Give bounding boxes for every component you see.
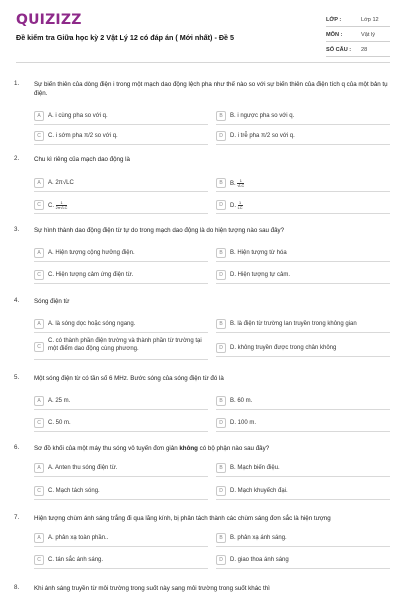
question-text-emphasis: không bbox=[179, 445, 198, 452]
option-c[interactable] bbox=[34, 268, 208, 283]
question-number: 6. bbox=[14, 444, 20, 451]
quizizz-logo[interactable]: QUIZIZZ bbox=[16, 12, 82, 28]
option-b[interactable] bbox=[216, 109, 390, 124]
option-underline bbox=[216, 431, 390, 432]
option-underline bbox=[216, 191, 390, 192]
option-text: C. i sớm pha π/2 so với q. bbox=[48, 133, 118, 139]
question-text bbox=[34, 444, 390, 453]
option-d[interactable] bbox=[216, 341, 390, 356]
meta-subject-key: MÔN : bbox=[326, 32, 343, 38]
meta-class-value: Lớp 12 bbox=[361, 17, 379, 23]
meta-class bbox=[326, 14, 390, 27]
option-text: B. là điện từ trường lan truyền trong không gian bbox=[230, 321, 357, 327]
option-letter-box: D bbox=[216, 131, 226, 141]
question-number: 2. bbox=[14, 155, 20, 162]
option-underline bbox=[34, 359, 208, 360]
option-text: D. không truyền được trong chân không bbox=[230, 345, 337, 351]
option-b[interactable] bbox=[216, 461, 390, 476]
option-underline bbox=[216, 144, 390, 145]
option-text: D. giao thoa ánh sáng bbox=[230, 557, 289, 563]
option-letter-box: C bbox=[34, 200, 44, 210]
option-letter-box: A bbox=[34, 533, 44, 543]
option-underline bbox=[34, 191, 208, 192]
option-text: D. 100 m. bbox=[230, 420, 257, 426]
fraction-numerator: 1 bbox=[56, 201, 68, 206]
page-header bbox=[0, 0, 400, 62]
question-text: Sóng điện từ bbox=[34, 298, 70, 305]
option-underline bbox=[34, 332, 208, 333]
option-underline bbox=[216, 409, 390, 410]
option-c[interactable] bbox=[34, 198, 208, 213]
meta-class-key: LỚP : bbox=[326, 17, 342, 23]
option-prefix: C. bbox=[48, 203, 54, 210]
question-number: 5. bbox=[14, 374, 20, 381]
option-text: A. là sóng dọc hoặc sóng ngang. bbox=[48, 321, 136, 327]
option-underline bbox=[34, 431, 208, 432]
option-letter-box: A bbox=[34, 463, 44, 473]
option-text: B. phản xạ ánh sáng. bbox=[230, 535, 287, 541]
option-prefix: B. bbox=[230, 181, 236, 188]
option-text: B. Hiện tượng từ hóa bbox=[230, 250, 287, 256]
option-text: B. i ngược pha so với q. bbox=[230, 113, 295, 119]
question-text: Hiện tượng chùm ánh sáng trắng đi qua lăng kính, bị phân tách thành các chùm sáng đơn sắc là hiện tượng bbox=[34, 515, 331, 522]
option-text: D. i trễ pha π/2 so với q. bbox=[230, 133, 295, 139]
option-text bbox=[230, 201, 388, 210]
fraction bbox=[238, 201, 243, 210]
fraction-numerator: 1 bbox=[239, 201, 242, 205]
question-text: Một sóng điện từ có tần số 6 MHz. Bước sóng của sóng điện từ đó là bbox=[34, 375, 224, 382]
option-underline bbox=[216, 283, 390, 284]
option-letter-box: B bbox=[216, 396, 226, 406]
option-letter-box: D bbox=[216, 555, 226, 565]
option-c[interactable] bbox=[34, 129, 208, 144]
meta-count-value: 28 bbox=[361, 47, 368, 53]
option-c[interactable] bbox=[34, 553, 208, 568]
option-underline bbox=[34, 283, 208, 284]
option-underline bbox=[34, 144, 208, 145]
meta-count-key: SỐ CÂU : bbox=[326, 47, 352, 53]
fraction bbox=[237, 179, 244, 188]
option-underline bbox=[216, 499, 390, 500]
header-divider bbox=[16, 62, 390, 63]
option-letter-box: B bbox=[216, 248, 226, 258]
option-letter-box: A bbox=[34, 178, 44, 188]
option-d[interactable] bbox=[216, 129, 390, 144]
fraction bbox=[56, 201, 68, 210]
option-text: D. Mạch khuyếch đại. bbox=[230, 488, 288, 494]
option-b[interactable] bbox=[216, 317, 390, 332]
fraction-denominator: 2π√LC bbox=[55, 206, 68, 210]
option-a[interactable] bbox=[34, 176, 208, 191]
option-a[interactable] bbox=[34, 461, 208, 476]
option-c[interactable] bbox=[34, 484, 208, 499]
divider bbox=[326, 41, 390, 42]
option-text: A. 2π√LC bbox=[48, 180, 74, 186]
option-underline bbox=[216, 124, 390, 125]
option-letter-box: B bbox=[216, 463, 226, 473]
option-underline bbox=[216, 332, 390, 333]
option-b[interactable] bbox=[216, 176, 390, 191]
option-underline bbox=[216, 476, 390, 477]
option-underline bbox=[34, 124, 208, 125]
option-b[interactable] bbox=[216, 246, 390, 261]
option-letter-box: D bbox=[216, 200, 226, 210]
option-d[interactable] bbox=[216, 553, 390, 568]
question-number: 3. bbox=[14, 226, 20, 233]
option-text: B. Mạch biến điệu. bbox=[230, 465, 280, 471]
question-text-part: có bộ phận nào sau đây? bbox=[197, 445, 270, 452]
option-c[interactable] bbox=[34, 337, 208, 359]
option-underline bbox=[216, 261, 390, 262]
option-c[interactable] bbox=[34, 416, 208, 431]
option-letter-box: A bbox=[34, 396, 44, 406]
option-text: A. Hiện tượng cộng hưởng điện. bbox=[48, 250, 135, 256]
option-letter-box: D bbox=[216, 270, 226, 280]
option-underline bbox=[34, 499, 208, 500]
question-text: Khi ánh sáng truyền từ môi trường trong suốt này sang môi trường trong suốt khác thì bbox=[34, 585, 270, 592]
option-b[interactable] bbox=[216, 394, 390, 409]
option-letter-box: B bbox=[216, 533, 226, 543]
option-a[interactable] bbox=[34, 394, 208, 409]
option-d[interactable] bbox=[216, 198, 390, 213]
option-text: C. tán sắc ánh sáng. bbox=[48, 557, 104, 563]
option-underline bbox=[34, 213, 208, 214]
option-letter-box: D bbox=[216, 418, 226, 428]
option-letter-box: C bbox=[34, 131, 44, 141]
fraction-denominator: √LC bbox=[237, 184, 245, 188]
question-number: 4. bbox=[14, 297, 20, 304]
option-a[interactable] bbox=[34, 531, 208, 546]
option-d[interactable] bbox=[216, 268, 390, 283]
option-text: B. 60 m. bbox=[230, 398, 253, 404]
fraction-numerator: 1 bbox=[237, 179, 244, 184]
question-text: Chu kì riêng của mạch dao động là bbox=[34, 156, 130, 163]
option-underline bbox=[34, 546, 208, 547]
option-a[interactable] bbox=[34, 246, 208, 261]
option-letter-box: A bbox=[34, 111, 44, 121]
question-number: 7. bbox=[14, 514, 20, 521]
question-number: 1. bbox=[14, 80, 20, 87]
option-text bbox=[48, 201, 206, 210]
option-prefix: D. bbox=[230, 203, 236, 210]
option-text bbox=[230, 179, 388, 188]
option-letter-box: C bbox=[34, 486, 44, 496]
option-letter-box: C bbox=[34, 555, 44, 565]
question-text: Sự biến thiên của dòng điện i trong một mạch dao động lệch pha như thế nào so với sự biến thiên của điện tích q của một bản tụ điện. bbox=[34, 81, 388, 97]
option-letter-box: C bbox=[34, 270, 44, 280]
option-d[interactable] bbox=[216, 416, 390, 431]
meta-subject-value: Vật lý bbox=[361, 32, 375, 38]
meta-question-count bbox=[326, 44, 390, 57]
option-letter-box: D bbox=[216, 486, 226, 496]
option-a[interactable] bbox=[34, 109, 208, 124]
option-underline bbox=[216, 356, 390, 357]
option-b[interactable] bbox=[216, 531, 390, 546]
option-underline bbox=[34, 568, 208, 569]
option-underline bbox=[216, 546, 390, 547]
fraction-denominator: LC bbox=[237, 206, 243, 210]
option-underline bbox=[34, 409, 208, 410]
option-letter-box: B bbox=[216, 178, 226, 188]
option-text: C. 50 m. bbox=[48, 420, 71, 426]
option-letter-box: C bbox=[34, 418, 44, 428]
meta-subject bbox=[326, 29, 390, 42]
question-number: 8. bbox=[14, 584, 20, 591]
option-text: A. Anten thu sóng điện từ. bbox=[48, 465, 118, 471]
option-underline bbox=[34, 476, 208, 477]
option-letter-box: A bbox=[34, 248, 44, 258]
option-text: A. phản xạ toàn phần.. bbox=[48, 535, 109, 541]
question-text-part: Sơ đồ khối của một máy thu sóng vô tuyến đơn giản bbox=[34, 445, 180, 452]
option-underline bbox=[34, 261, 208, 262]
option-text: C. có thành phần điện trường và thành phần từ trường tại một điểm dao động cùng phương. bbox=[48, 338, 202, 352]
option-letter-box: A bbox=[34, 319, 44, 329]
option-text: C. Mạch tách sóng. bbox=[48, 488, 100, 494]
question-text: Sự hình thành dao động điện từ tự do trong mạch dao động là do hiện tượng nào sau đây? bbox=[34, 227, 285, 234]
option-a[interactable] bbox=[34, 317, 208, 332]
option-underline bbox=[216, 568, 390, 569]
option-letter-box: B bbox=[216, 319, 226, 329]
option-letter-box: B bbox=[216, 111, 226, 121]
option-text: D. Hiện tượng tự cảm. bbox=[230, 272, 290, 278]
option-text: A. i cùng pha so với q. bbox=[48, 113, 108, 119]
option-d[interactable] bbox=[216, 484, 390, 499]
option-underline bbox=[216, 213, 390, 214]
option-letter-box: D bbox=[216, 343, 226, 353]
page-title: Đề kiểm tra Giữa học kỳ 2 Vật Lý 12 có đáp án ( Mới nhất) - Đề 5 bbox=[16, 33, 235, 42]
divider bbox=[326, 56, 390, 57]
option-text: A. 25 m. bbox=[48, 398, 71, 404]
option-text: C. Hiện tượng cảm ứng điện từ. bbox=[48, 272, 134, 278]
option-letter-box: C bbox=[34, 342, 44, 352]
divider bbox=[326, 26, 390, 27]
